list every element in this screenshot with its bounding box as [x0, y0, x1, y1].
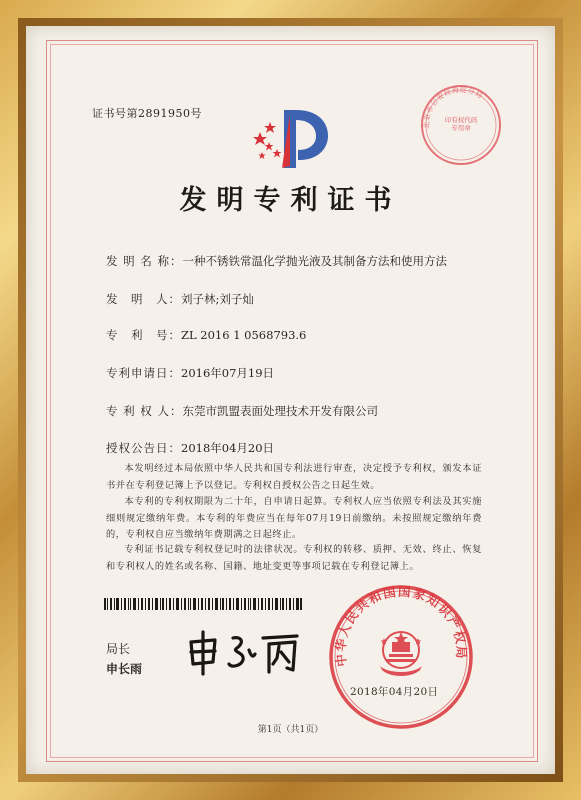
field-value: ZL 2016 1 0568793.6 [181, 328, 307, 342]
page-title: 发明专利证书 [179, 185, 402, 216]
field-patent-number [106, 327, 306, 343]
field-value: 一种不锈铁常温化学抛光液及其制备方法和使用方法 [182, 254, 447, 268]
director-name: 申长雨 [106, 662, 143, 676]
certificate-number: 证书号第2891950号 [92, 107, 202, 120]
field-grant-date [106, 440, 274, 456]
field-value: 东莞市凯盟表面处理技术开发有限公司 [182, 404, 378, 418]
field-value: 刘子林;刘子灿 [181, 292, 254, 306]
field-invention-name [106, 253, 447, 269]
field-label: 专 利 号： [106, 328, 181, 342]
barcode-icon [104, 598, 302, 610]
cnipa-logo-icon [252, 102, 336, 174]
field-label: 授权公告日： [106, 441, 181, 455]
seal-date: 2018年04月20日 [350, 686, 439, 698]
body-paragraph: 本专利的专利权期限为二十年，自申请日起算。专利权人应当依照专利法及其实施细则规定缴纳年费。本专利的年费应当在每年07月19日前缴纳。未按照规定缴纳年费的，专利权自应当缴纳年费期满之日起终止。 [106, 496, 482, 540]
body-paragraph: 本发明经过本局依照中华人民共和国专利法进行审查，决定授予专利权，颁发本证书并在专利登记簿上予以登记。专利权自授权公告之日起生效。 [106, 463, 482, 491]
field-label: 发 明 名 称： [106, 254, 183, 268]
field-value: 2016年07月19日 [181, 366, 275, 380]
field-label: 专利申请日： [106, 366, 181, 380]
field-label: 专 利 权 人： [106, 404, 183, 418]
page-number: 第1页（共1页） [257, 725, 324, 735]
field-inventors [106, 291, 254, 307]
signature-icon [185, 628, 305, 678]
small-seal-outer-text: 北京市公安局海淀分局 [422, 85, 485, 129]
seal-text: 中华人民共和国国家知识产权局 [332, 583, 470, 668]
registration-seal-icon [418, 82, 504, 168]
small-seal-inner-text: 印有权代码专用章 [444, 116, 478, 132]
field-filing-date [106, 365, 274, 381]
director-title: 局长 [106, 642, 131, 656]
official-seal-icon [326, 582, 476, 732]
field-value: 2018年04月20日 [181, 441, 275, 455]
body-paragraph: 专利证书记载专利权登记时的法律状况。专利权的转移、质押、无效、终止、恢复和专利权人的姓名或名称、国籍、地址变更等事项记载在专利登记簿上。 [106, 544, 482, 572]
field-patentee [106, 403, 378, 419]
field-label: 发 明 人： [106, 292, 181, 306]
